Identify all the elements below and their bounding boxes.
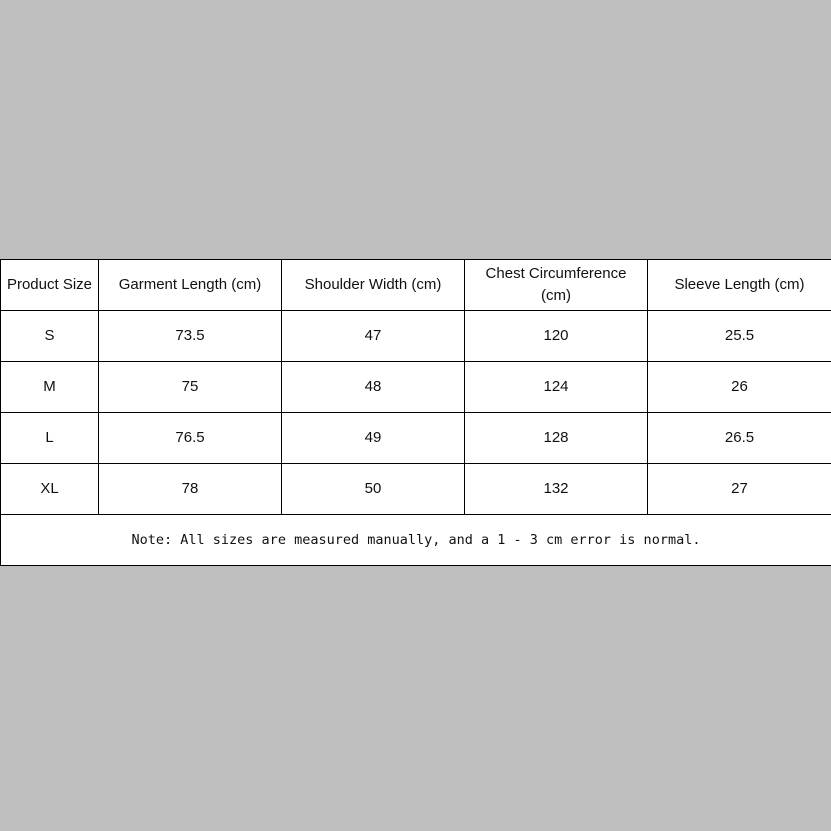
cell-chest-circumference: 124: [465, 362, 648, 413]
cell-chest-circumference: 120: [465, 311, 648, 362]
header-chest-circumference: Chest Circumference (cm): [465, 260, 648, 311]
cell-garment-length: 78: [99, 464, 282, 515]
header-sleeve-length: Sleeve Length (cm): [648, 260, 831, 311]
header-product-size: Product Size: [1, 260, 99, 311]
cell-garment-length: 75: [99, 362, 282, 413]
header-shoulder-width: Shoulder Width (cm): [282, 260, 465, 311]
cell-garment-length: 73.5: [99, 311, 282, 362]
cell-chest-circumference: 132: [465, 464, 648, 515]
cell-garment-length: 76.5: [99, 413, 282, 464]
measurement-note: Note: All sizes are measured manually, and a 1 - 3 cm error is normal.: [1, 515, 831, 566]
header-row: [1, 260, 831, 311]
cell-sleeve-length: 26.5: [648, 413, 831, 464]
cell-sleeve-length: 26: [648, 362, 831, 413]
header-garment-length: Garment Length (cm): [99, 260, 282, 311]
note-row: [1, 515, 831, 566]
cell-chest-circumference: 128: [465, 413, 648, 464]
size-chart: [0, 259, 831, 566]
cell-shoulder-width: 48: [282, 362, 465, 413]
cell-size: S: [1, 311, 99, 362]
cell-sleeve-length: 27: [648, 464, 831, 515]
cell-sleeve-length: 25.5: [648, 311, 831, 362]
table-row: [1, 362, 831, 413]
cell-shoulder-width: 47: [282, 311, 465, 362]
size-table: [0, 259, 831, 566]
cell-shoulder-width: 50: [282, 464, 465, 515]
cell-shoulder-width: 49: [282, 413, 465, 464]
cell-size: M: [1, 362, 99, 413]
table-row: [1, 311, 831, 362]
table-row: [1, 413, 831, 464]
cell-size: XL: [1, 464, 99, 515]
table-row: [1, 464, 831, 515]
cell-size: L: [1, 413, 99, 464]
